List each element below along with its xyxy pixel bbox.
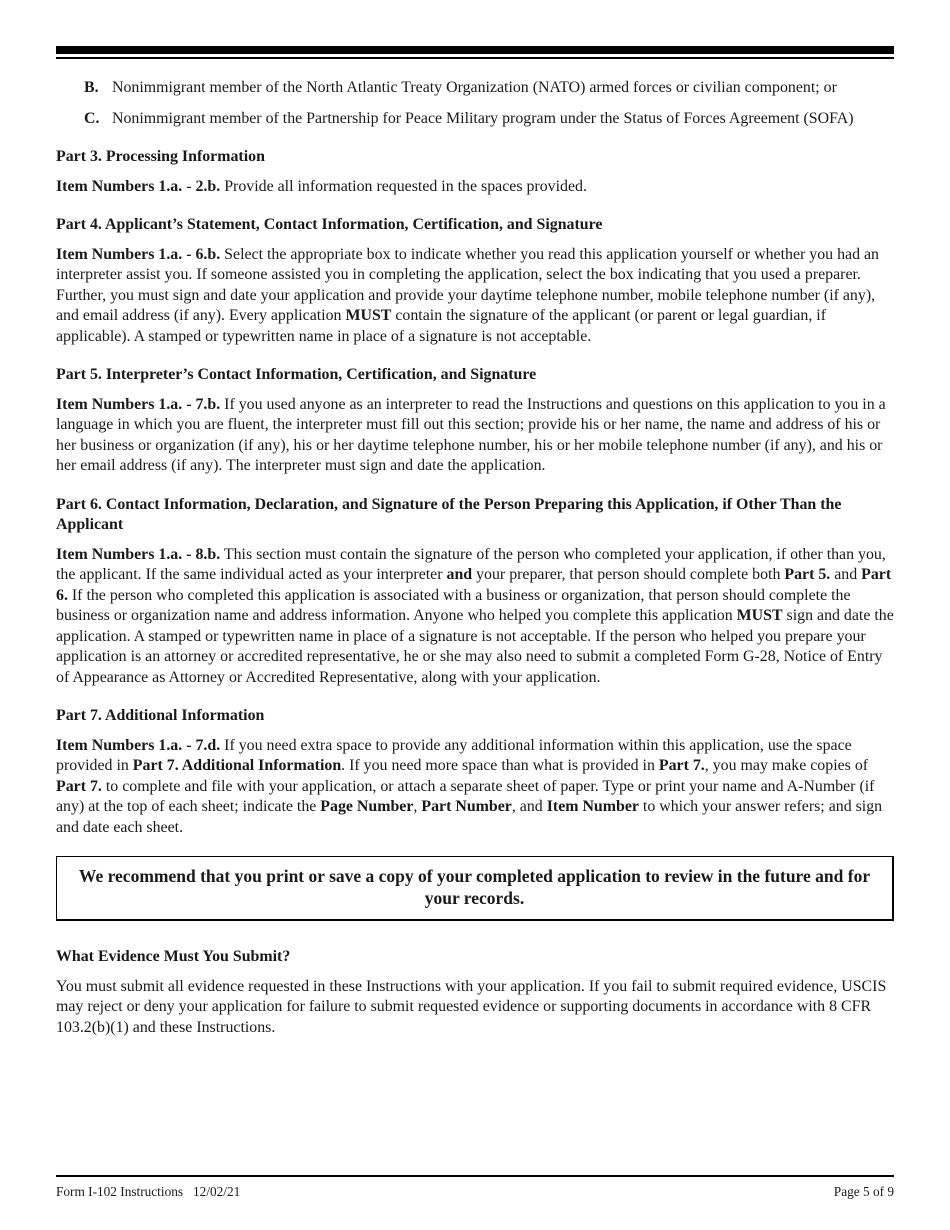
part5-heading: Part 5. Interpreter’s Contact Information, Certification, and Signature	[56, 366, 537, 383]
emphasis: Part 5.	[784, 566, 831, 583]
item-ref: Item Numbers 1.a. - 7.d.	[56, 736, 221, 754]
item-ref: Item Numbers 1.a. - 8.b.	[56, 545, 221, 563]
item-ref: Item Numbers 1.a. - 7.b.	[56, 395, 221, 413]
part7-heading: Part 7. Additional Information	[56, 707, 265, 724]
evidence-paragraph: You must submit all evidence requested in these Instructions with your application. If you fail to submit required evidence, USCIS may reject or deny your application for failure to submit requested evidence or supporting documents in accordance with 8 CFR 103.2(b)(1) and these Instructions.	[56, 977, 887, 1036]
list-marker: B.	[84, 79, 99, 96]
page-number: Page 5 of 9	[833, 1184, 894, 1199]
emphasis: MUST	[736, 607, 783, 624]
part7-paragraph	[56, 736, 894, 839]
emphasis: and	[446, 566, 473, 583]
paragraph-text: Provide all information requested in the spaces provided.	[220, 177, 587, 195]
emphasis: Part 7.	[56, 777, 102, 795]
paragraph-text: your preparer, that person should complete both	[472, 566, 785, 583]
paragraph-text: If you need extra space to provide any additional information within this application, use the space provided in	[56, 736, 852, 774]
part6-paragraph	[56, 545, 894, 689]
emphasis: Part 6.	[56, 566, 892, 604]
paragraph-text: and	[830, 566, 862, 583]
paragraph-text: , you may make copies of	[704, 757, 869, 774]
paragraph-text: sign and date the application. A stamped or typewritten name in place of a signature is not acceptable. If the person who helped you prepare your application is an attorney or accredited representative, he or she may also need to submit a completed Form G-28, Notice of Entry of Appearance as Attorney or Accredited Representative, along with your application.	[56, 607, 894, 686]
paragraph-text: , and	[511, 798, 547, 815]
paragraph-text: . If you need more space than what is provided in	[341, 757, 659, 774]
part4-paragraph	[56, 245, 894, 348]
item-ref: Item Numbers 1.a. - 6.b.	[56, 245, 221, 263]
part6-heading: Part 6. Contact Information, Declaration, and Signature of the Person Preparing this Application, if Other Than the Applicant	[56, 495, 842, 533]
list-text: Nonimmigrant member of the Partnership for Peace Military program under the Status of Forces Agreement (SOFA)	[112, 109, 854, 127]
list-item	[84, 109, 894, 130]
emphasis: Item Number	[546, 798, 639, 815]
paragraph-text: This section must contain the signature of the person who completed your application, if other than you, the applicant. If the same individual acted as your interpreter	[56, 545, 886, 583]
emphasis: Part Number	[421, 798, 512, 815]
header-rule-thick	[56, 46, 894, 54]
paragraph-text: ,	[413, 798, 422, 815]
emphasis: Part 7. Additional Information	[132, 757, 342, 774]
list-item	[84, 78, 894, 99]
form-identifier: Form I-102 Instructions 12/02/21	[56, 1184, 241, 1199]
paragraph-text: to complete and file with your application, or attach a separate sheet of paper. Type or print your name and A-Number (if any) at the top of each sheet; indicate the	[56, 777, 875, 815]
header-rule-thin	[56, 57, 894, 59]
item-ref: Item Numbers 1.a.	[56, 177, 183, 195]
document-body	[56, 78, 894, 1056]
page-footer	[56, 1184, 894, 1200]
recommendation-notice-box: We recommend that you print or save a copy of your completed application to review in the future and for your records.	[56, 856, 894, 921]
part3-heading: Part 3. Processing Information	[56, 148, 265, 165]
part3-paragraph: Item Numbers 1.a. - 2.b. Provide all information requested in the spaces provided.	[56, 177, 587, 195]
item-ref: 2.b.	[195, 177, 221, 195]
emphasis: Page Number	[320, 798, 414, 815]
paragraph-text: contain the signature of the applicant (or parent or legal guardian, if applicable). A stamped or typewritten name in place of a signature is not acceptable.	[56, 307, 827, 345]
emphasis: MUST	[345, 307, 392, 324]
paragraph-text: If the person who completed this application is associated with a business or organization, that person should complete the business or organization name and address information. Anyone who helped you complete this application	[56, 586, 851, 624]
evidence-heading: What Evidence Must You Submit?	[56, 948, 291, 965]
part5-paragraph	[56, 395, 894, 477]
emphasis: Part 7.	[658, 757, 705, 774]
part4-heading: Part 4. Applicant’s Statement, Contact Information, Certification, and Signature	[56, 216, 603, 233]
list-marker: C.	[84, 109, 100, 127]
footer-rule	[56, 1175, 894, 1177]
paragraph-text: If you used anyone as an interpreter to read the Instructions and questions on this application to you in a language in which you are fluent, the interpreter must fill out this section; provide his or her name, the name and address of his or her business or organization (if any), his or her daytime telephone number, his or her mobile telephone number (if any), and his or her email address (if any). The interpreter must sign and date the application.	[56, 395, 886, 474]
list-text: Nonimmigrant member of the North Atlantic Treaty Organization (NATO) armed forces or civilian component; or	[112, 79, 837, 96]
paragraph-text: to which your answer refers; and sign and date each sheet.	[56, 798, 883, 836]
paragraph-text: Select the appropriate box to indicate whether you read this application yourself or whether you had an interpreter assist you. If someone assisted you in completing the application, select the box indicating that you used a preparer. Further, you must sign and date your application and provide your daytime telephone number, mobile telephone number (if any), and email address (if any). Every application	[56, 245, 880, 324]
